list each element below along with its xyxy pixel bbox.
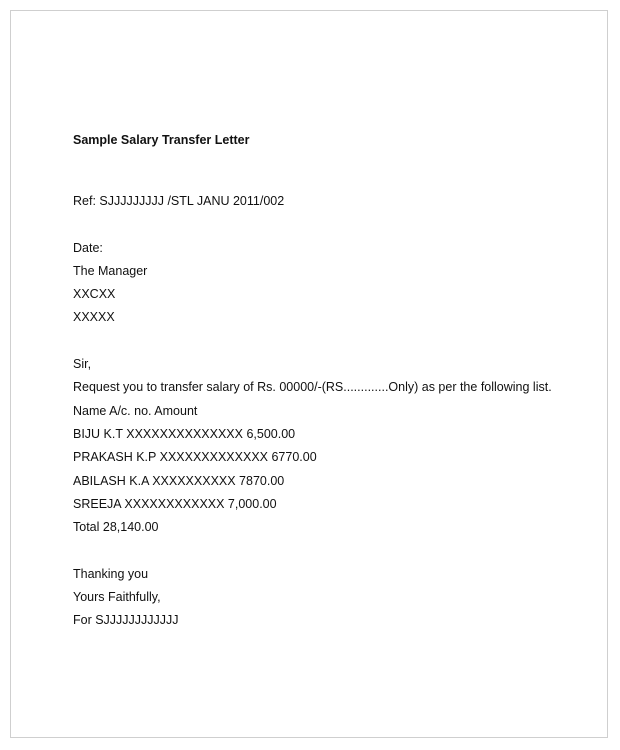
table-row: ABILASH K.A XXXXXXXXXX 7870.00 [73,473,285,488]
closing-line: Thanking you [73,566,149,581]
reference-line: Ref: SJJJJJJJJJ /STL JANU 2011/002 [73,194,285,208]
document-page [10,10,608,738]
closing-line: Yours Faithfully, [73,590,161,605]
signature-line: For SJJJJJJJJJJJJ [73,613,179,628]
letter-title: Sample Salary Transfer Letter [73,133,250,147]
recipient-line: XXCXX [73,287,116,302]
spacer [73,330,593,353]
recipient-line: The Manager [73,263,148,278]
request-paragraph: Request you to transfer salary of Rs. 00000/-(RS.............Only) as per the following list. [73,380,552,395]
table-header: Name A/c. no. Amount [73,403,198,418]
spacer [73,539,593,562]
date-line: Date: [73,240,103,255]
table-row: SREEJA XXXXXXXXXXXX 7,000.00 [73,496,277,511]
table-row: PRAKASH K.P XXXXXXXXXXXXX 6770.00 [73,450,317,465]
spacer [73,213,593,236]
table-row: BIJU K.T XXXXXXXXXXXXXX 6,500.00 [73,426,296,441]
letter-body [73,130,593,633]
recipient-line: XXXXX [73,310,115,325]
total-line: Total 28,140.00 [73,520,159,535]
salutation: Sir, [73,357,92,372]
